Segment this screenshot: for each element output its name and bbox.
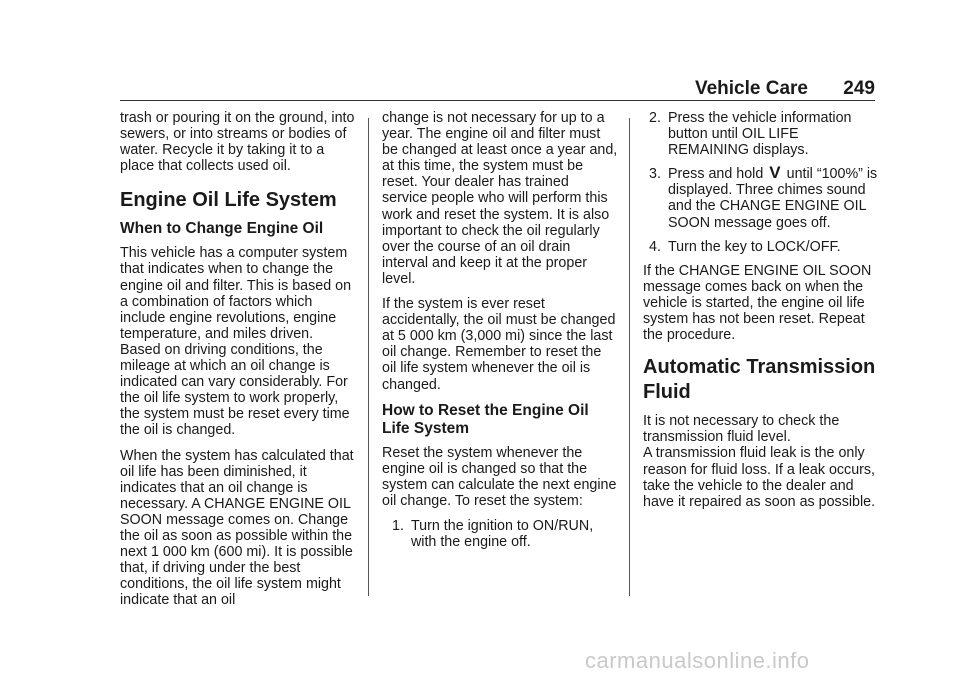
column-1 — [120, 110, 357, 617]
step-4 — [643, 239, 879, 255]
header-rule — [120, 100, 875, 101]
paragraph: When the system has calculated that oil life has been diminished, it indicates that an oil change is necessary. A CHANGE ENGINE OIL SOON message comes on. Change the oil as soon as possible within the next 1 000 km (600 mi). It is possible that, if driving under the best conditions, the oil life system might indicate that an oil — [120, 447, 354, 609]
subheading-how-to-reset: How to Reset the Engine Oil Life System — [382, 401, 589, 437]
step-number: 3. — [649, 166, 661, 183]
step-number: 1. — [392, 517, 404, 534]
step-1 — [382, 518, 618, 550]
step-text-post: until “100%” is displayed. Three chimes sound and the CHANGE ENGINE OIL SOON message goes off. — [667, 166, 878, 231]
step-text: Press the vehicle information button until OIL LIFE REMAINING displays. — [667, 110, 852, 159]
page-header — [120, 78, 875, 108]
step-number: 4. — [649, 238, 661, 255]
paragraph: It is not necessary to check the transmission fluid level. — [643, 413, 840, 446]
step-text: Turn the ignition to ON/RUN, with the engine off. — [410, 517, 594, 551]
checkmark-icon: V — [769, 163, 781, 183]
paragraph: This vehicle has a computer system that indicates when to change the engine oil and filter. This is based on a combination of factors which include engine revolutions, engine temperature, and miles driven. Based on driving conditions, the mileage at which an oil change is indicated can vary considerably. For the oil life system to work properly, the system must be reset every time the oil is changed. — [120, 245, 352, 439]
paragraph: A transmission fluid leak is the only reason for fluid loss. If a leak occurs, take the vehicle to the dealer and have it repaired as soon as possible. — [643, 445, 876, 510]
watermark-text: carmanualsonline.info — [585, 648, 810, 673]
paragraph: If the CHANGE ENGINE OIL SOON message comes back on when the vehicle is started, the engine oil life system has not been reset. Repeat the procedure. — [643, 262, 872, 344]
paragraph: If the system is ever reset accidentally, the oil must be changed at 5 000 km (3,000 mi) since the last oil change. Remember to reset the oil life system whenever the oil is changed. — [382, 296, 616, 393]
step-text — [661, 163, 879, 231]
section-title: Vehicle Care — [694, 78, 808, 99]
step-text: Turn the key to LOCK/OFF. — [667, 238, 841, 255]
page-number: 249 — [843, 78, 875, 99]
section-heading-transmission-fluid: Automatic Transmission Fluid — [643, 356, 876, 404]
step-number: 2. — [649, 110, 661, 126]
paragraph: change is not necessary for up to a year. The engine oil and filter must be changed at least once a year and, at this time, the system must be reset. Your dealer has trained service people who will perform this work and reset the system. It is also important to check the oil regularly over the course of an oil drain interval and keep it at the proper level. — [382, 110, 618, 287]
column-3 — [643, 110, 879, 519]
step-text-pre: Press and hold — [667, 166, 764, 183]
paragraph: trash or pouring it on the ground, into sewers, or into streams or bodies of water. Recycle it by taking it to a place that collects used oil. — [120, 110, 355, 175]
column-2 — [382, 110, 618, 558]
section-heading-engine-oil-life: Engine Oil Life System — [120, 189, 337, 212]
paragraph: Reset the system whenever the engine oil is changed so that the system can calculate the next engine oil change. To reset the system: — [382, 444, 617, 509]
step-2 — [643, 110, 879, 158]
step-3 — [643, 163, 879, 231]
column-divider-2 — [629, 118, 630, 596]
column-divider-1 — [368, 118, 369, 596]
subheading-when-to-change: When to Change Engine Oil — [120, 220, 324, 238]
